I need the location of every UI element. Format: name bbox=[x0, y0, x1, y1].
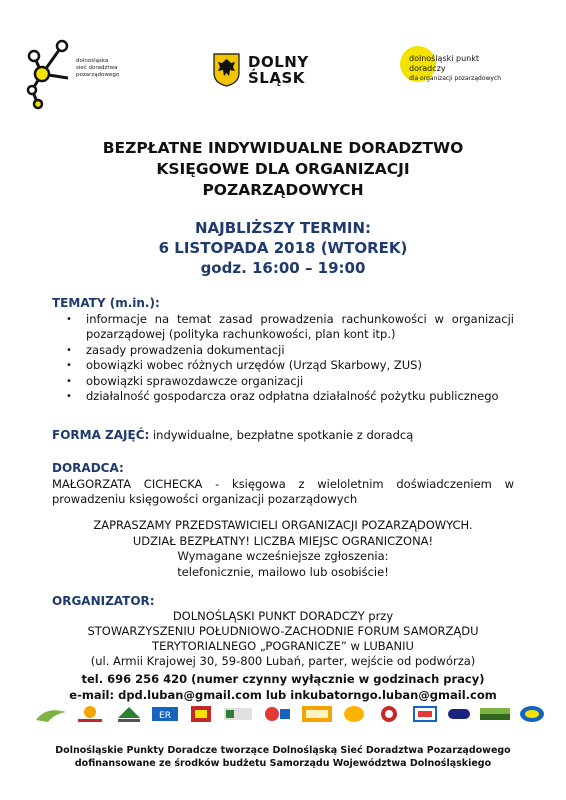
organizer-details: DOLNOŚLĄSKI PUNKT DORADCZY przy STOWARZYSZENIU POŁUDNIOWO-ZACHODNIE FORUM SAMORZĄDU TERYTORIALNEGO „POGRANICZE” w LUBANIU (ul. Armii Krajowej 30, 59-800 Lubań, parter, wejście od podwórza) bbox=[87, 609, 479, 668]
advisor-label: DORADCA: bbox=[52, 461, 124, 475]
right-logo-text: dolnośląski punkt doradczy dla organizacji pozarządowych bbox=[409, 54, 502, 82]
next-date: NAJBLIŻSZY TERMIN: 6 LISTOPADA 2018 (WTOREK) godz. 16:00 – 19:00 bbox=[158, 219, 408, 277]
list-item: • informacje na temat zasad prowadzenia rachunkowości w organizacji pozarządowej (polityka rachunkowości, plan kont itp.) bbox=[86, 312, 514, 343]
partner-logos bbox=[32, 704, 552, 726]
list-item: • obowiązki wobec różnych urzędów (Urząd Skarbowy, ZUS) bbox=[86, 358, 514, 374]
partner-logo-icon bbox=[412, 704, 438, 724]
list-item: • zasady prowadzenia dokumentacji bbox=[86, 343, 514, 359]
organizer-label: ORGANIZATOR: bbox=[52, 594, 155, 608]
partner-logo-icon bbox=[342, 704, 366, 724]
partner-logo-icon bbox=[300, 704, 334, 724]
eagle-shield-icon bbox=[213, 53, 240, 87]
partner-logo-icon bbox=[114, 704, 144, 724]
advisor-section bbox=[52, 461, 514, 508]
left-logo-text: dolnośląska sieć doradztwa pozarządowego bbox=[76, 58, 120, 78]
partner-logo-icon bbox=[222, 704, 254, 724]
header bbox=[0, 0, 566, 120]
partner-logo-icon bbox=[518, 704, 546, 724]
partner-logo-icon bbox=[478, 704, 512, 724]
partner-logo-icon bbox=[150, 704, 180, 724]
form-label: FORMA ZAJĘĆ: bbox=[52, 428, 150, 442]
contact-info bbox=[0, 672, 566, 703]
dolny-slask-wordmark: DOLNY ŚLĄSK bbox=[248, 53, 309, 87]
partner-logo-icon bbox=[188, 704, 214, 724]
svg-text:ER: ER bbox=[159, 711, 171, 721]
topics-list bbox=[52, 312, 514, 405]
email-line: e-mail: dpd.luban@gmail.com lub inkubatorngo.luban@gmail.com bbox=[69, 687, 497, 702]
organizer-section bbox=[52, 594, 522, 669]
form-section bbox=[52, 428, 522, 443]
footer-note: Dolnośląskie Punkty Doradcze tworzące Dolnośląską Sieć Doradztwa Pozarządowego dofinansowane ze środków budżetu Samorządu Województwa Dolnośląskiego bbox=[55, 745, 511, 769]
phone-line: tel. 696 256 420 (numer czynny wyłącznie w godzinach pracy) bbox=[81, 672, 485, 686]
topics-section bbox=[52, 296, 514, 405]
page-title: BEZPŁATNE INDYWIDUALNE DORADZTWO KSIĘGOWE DLA ORGANIZACJI POZARZĄDOWYCH bbox=[102, 139, 464, 199]
list-item: • obowiązki sprawozdawcze organizacji bbox=[86, 374, 514, 390]
partner-logo-icon bbox=[34, 704, 68, 724]
list-item: • działalność gospodarcza oraz odpłatna działalność pożytku publicznego bbox=[86, 389, 514, 405]
form-text: indywidualne, bezpłatne spotkanie z doradcą bbox=[149, 428, 414, 442]
partner-logo-icon bbox=[446, 704, 472, 724]
partner-logo-icon bbox=[374, 704, 404, 724]
topics-label: TEMATY (m.in.): bbox=[52, 296, 160, 310]
invitation: ZAPRASZAMY PRZEDSTAWICIELI ORGANIZACJI POZARZĄDOWYCH. UDZIAŁ BEZPŁATNY! LICZBA MIEJSC OGRANICZONA! Wymagane wcześniejsze zgłoszenia: telefonicznie, mailowo lub osobiście! bbox=[93, 518, 473, 579]
advisor-text: MAŁGORZATA CICHECKA - księgowa z wieloletnim doświadczeniem w prowadzeniu księgowości organizacji pozarządowych bbox=[52, 476, 514, 506]
partner-logo-icon bbox=[74, 704, 106, 724]
partner-logo-icon bbox=[262, 704, 292, 724]
